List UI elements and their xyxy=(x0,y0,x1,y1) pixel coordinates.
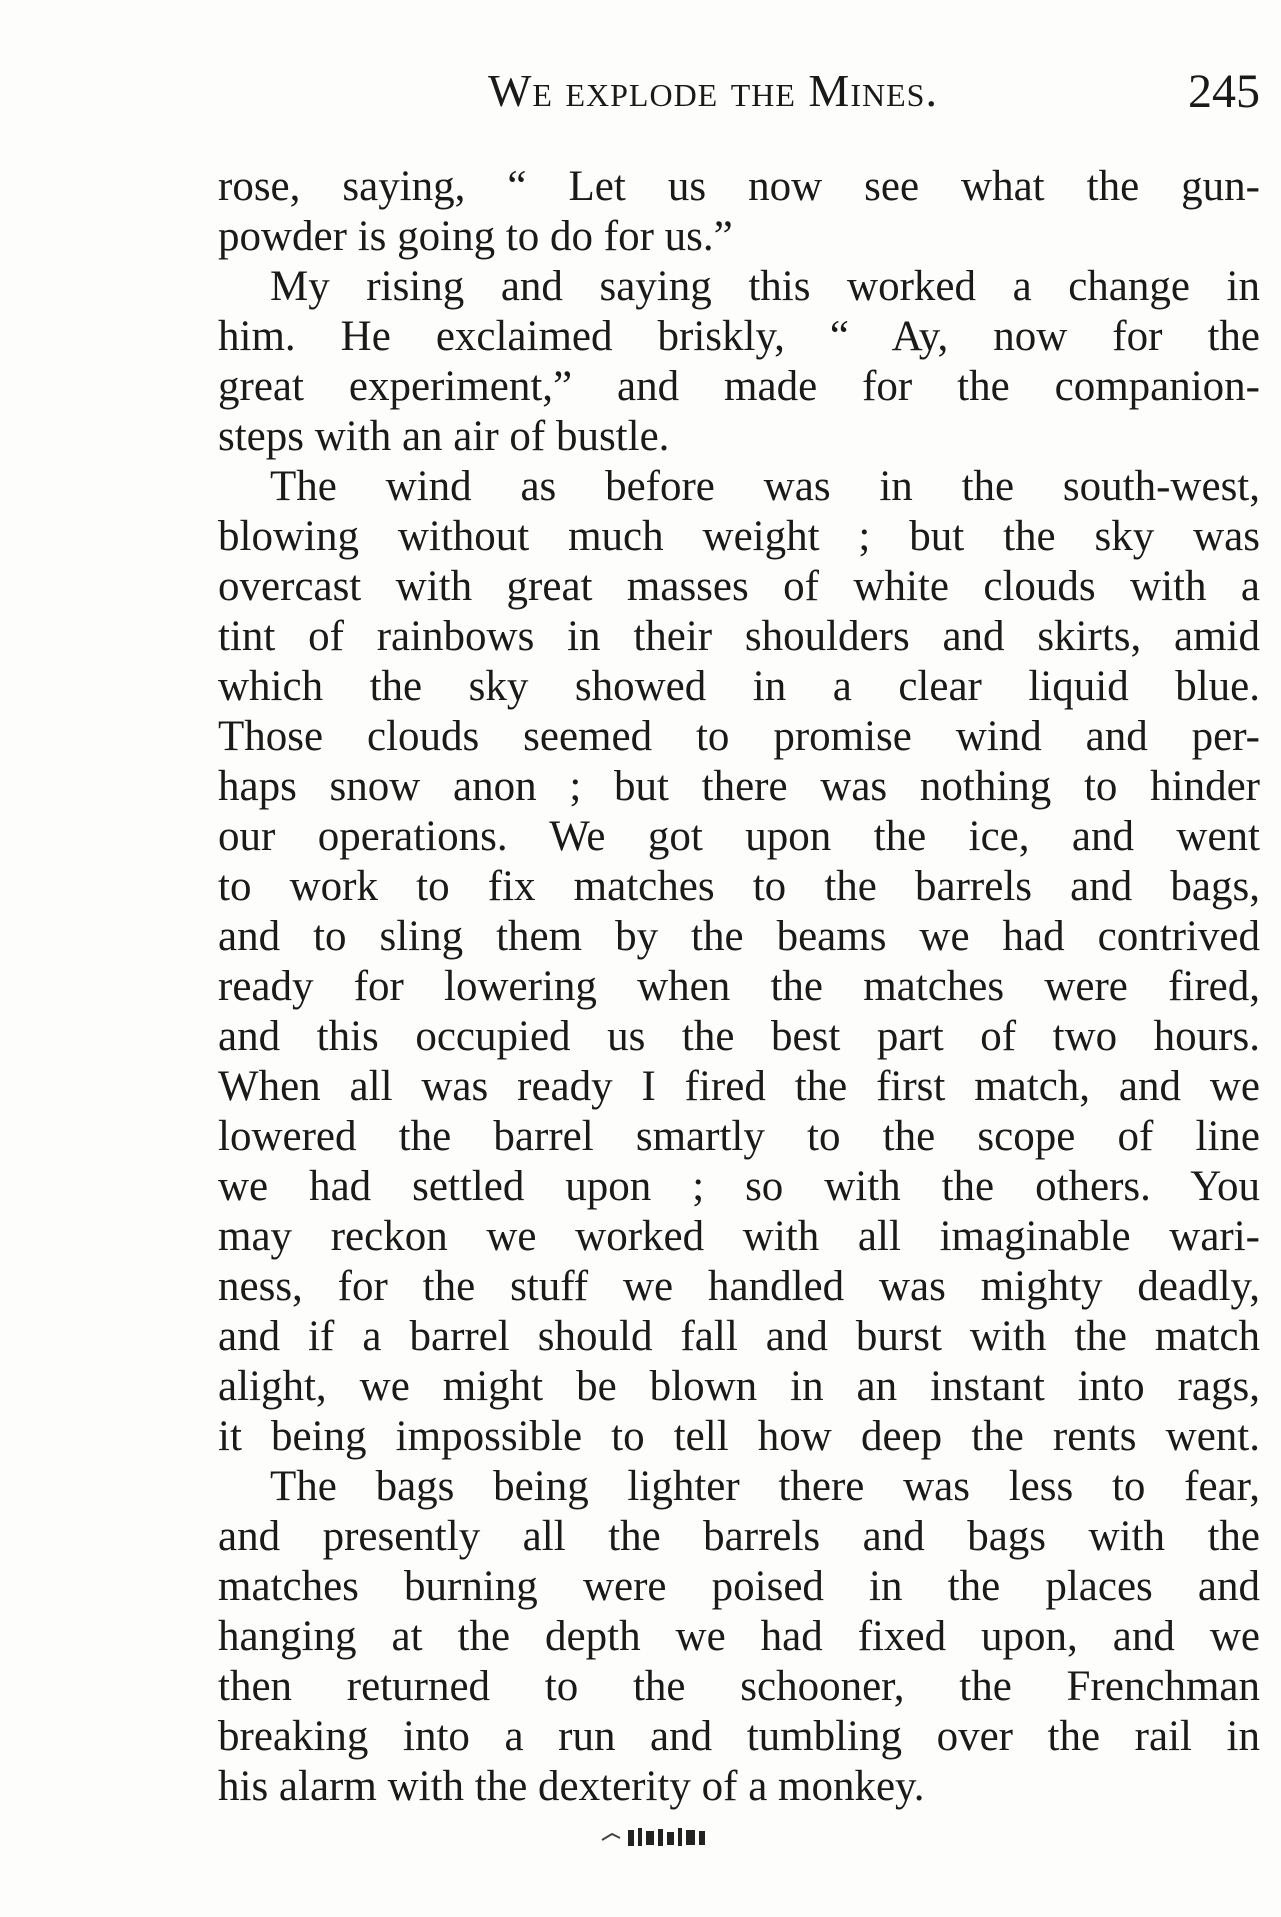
text-line: The wind as before was in the south-west, xyxy=(270,463,1260,510)
text-line: great experiment,” and made for the companion- xyxy=(218,363,1260,410)
printer-mark-ornament xyxy=(594,1822,744,1852)
text-line: to work to fix matches to the barrels and bags, xyxy=(218,863,1260,910)
text-line: lowered the barrel smartly to the scope of line xyxy=(218,1113,1260,1160)
text-line: breaking into a run and tumbling over the rail in xyxy=(218,1713,1260,1760)
page-header xyxy=(220,64,1260,134)
ornament-icon xyxy=(594,1822,744,1852)
text-line: overcast with great masses of white clouds with a xyxy=(218,563,1260,610)
text-line: our operations. We got upon the ice, and went xyxy=(218,813,1260,860)
text-line: which the sky showed in a clear liquid blue. xyxy=(218,663,1260,710)
text-line: My rising and saying this worked a change in xyxy=(270,263,1260,310)
text-line: rose, saying, “ Let us now see what the gun- xyxy=(218,163,1260,210)
running-title: We explode the Mines. xyxy=(488,65,938,116)
text-line: his alarm with the dexterity of a monkey. xyxy=(218,1763,925,1810)
text-line: ready for lowering when the matches were fired, xyxy=(218,963,1260,1010)
text-line: and to sling them by the beams we had contrived xyxy=(218,913,1260,960)
text-line: tint of rainbows in their shoulders and skirts, amid xyxy=(218,613,1260,660)
text-line: and if a barrel should fall and burst with the match xyxy=(218,1313,1260,1360)
text-line: then returned to the schooner, the Frenchman xyxy=(218,1663,1260,1710)
text-line: it being impossible to tell how deep the rents went. xyxy=(218,1413,1260,1460)
text-line: When all was ready I fired the first match, and we xyxy=(218,1063,1260,1110)
text-line: The bags being lighter there was less to fear, xyxy=(270,1463,1260,1510)
body-text xyxy=(218,162,1260,1812)
text-line: him. He exclaimed briskly, “ Ay, now for the xyxy=(218,313,1260,360)
text-line: haps snow anon ; but there was nothing to hinder xyxy=(218,763,1260,810)
text-line: may reckon we worked with all imaginable wari- xyxy=(218,1213,1260,1260)
text-line: alight, we might be blown in an instant into rags, xyxy=(218,1363,1260,1410)
text-line: steps with an air of bustle. xyxy=(218,413,670,460)
text-line: and presently all the barrels and bags with the xyxy=(218,1513,1260,1560)
text-line: blowing without much weight ; but the sky was xyxy=(218,513,1260,560)
page-number: 245 xyxy=(1188,65,1260,118)
text-line: matches burning were poised in the places and xyxy=(218,1563,1260,1610)
text-line: and this occupied us the best part of two hours. xyxy=(218,1013,1260,1060)
text-line: ness, for the stuff we handled was mighty deadly, xyxy=(218,1263,1260,1310)
text-line: Those clouds seemed to promise wind and per- xyxy=(218,713,1260,760)
text-line: powder is going to do for us.” xyxy=(218,213,733,260)
text-line: we had settled upon ; so with the others. You xyxy=(218,1163,1260,1210)
text-line: hanging at the depth we had fixed upon, and we xyxy=(218,1613,1260,1660)
